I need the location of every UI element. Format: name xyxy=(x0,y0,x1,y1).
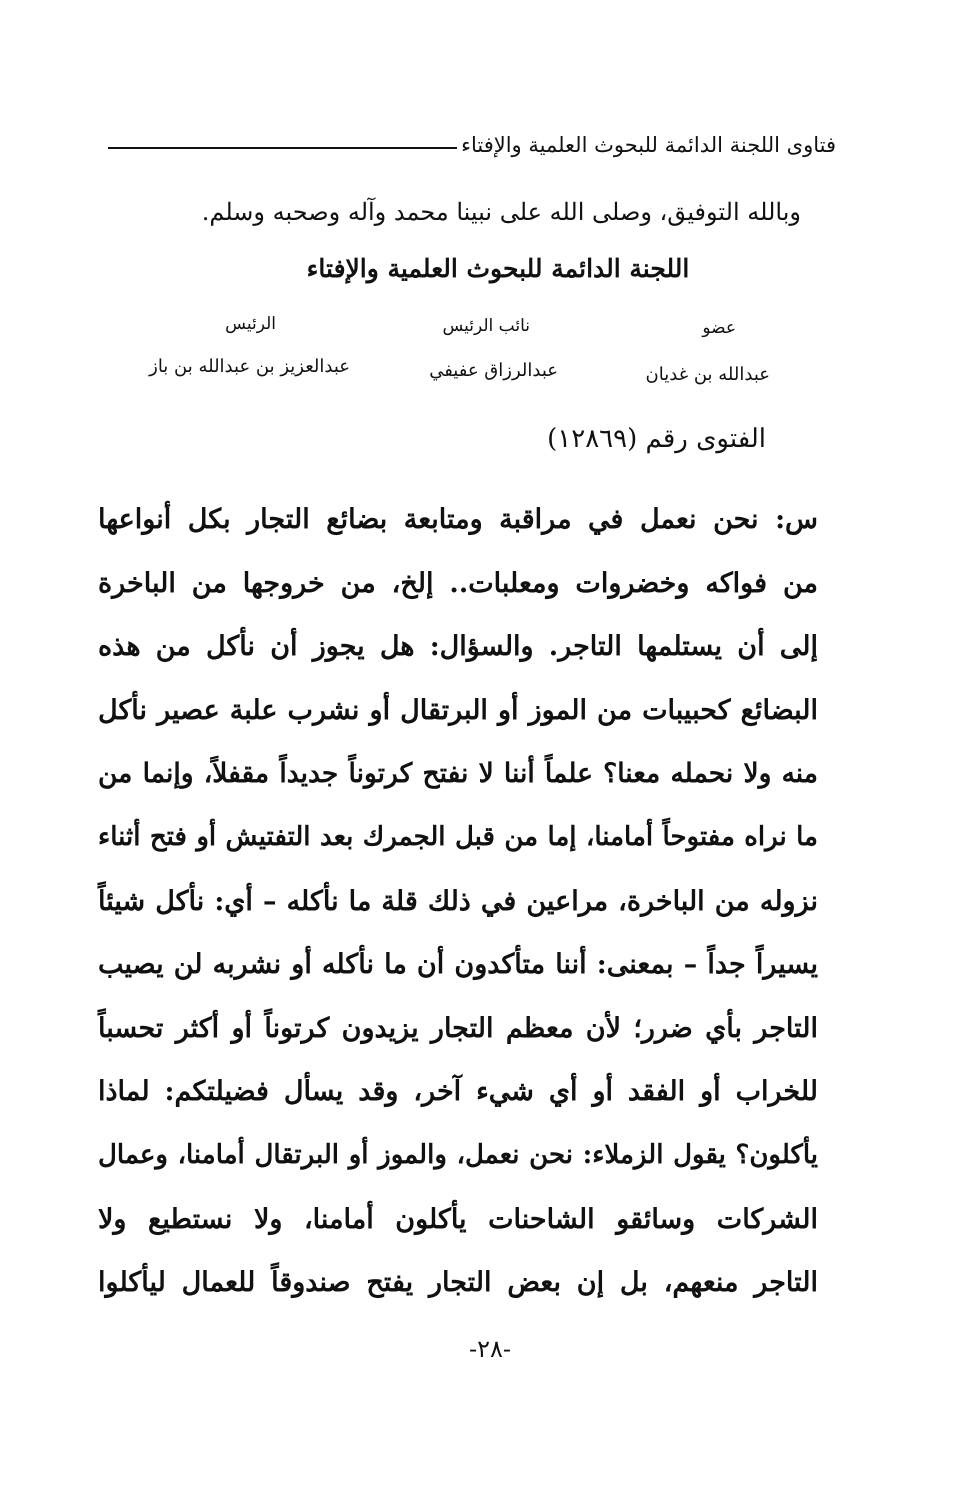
signatory-role-member: عضو xyxy=(702,318,736,338)
question-line: ما نراه مفتوحاً أمامنا، إما من قبل الجمرك بعد التفتيش أو فتح أثناء xyxy=(98,821,818,852)
question-line: التاجر منعهم، بل إن بعض التجار يفتح صندوقاً للعمال ليأكلوا xyxy=(98,1267,818,1299)
closing-formula: وبالله التوفيق، وصلى الله على نبينا محمد وآله وصحبه وسلم. xyxy=(201,198,801,226)
signatory-name-member: عبدالله بن غديان xyxy=(645,364,770,385)
header-rule xyxy=(108,147,457,149)
fatwa-number: الفتوى رقم (١٢٨٦٩) xyxy=(547,424,766,454)
signatory-role-vice-chairman: نائب الرئيس xyxy=(442,316,530,336)
question-line: س: نحن نعمل في مراقبة ومتابعة بضائع التجار بكل أنواعها xyxy=(98,504,818,535)
signatory-name-chairman: عبدالعزيز بن عبدالله بن باز xyxy=(149,356,350,377)
committee-name: اللجنة الدائمة للبحوث العلمية والإفتاء xyxy=(306,254,690,283)
running-header xyxy=(108,128,836,162)
running-header-title: فتاوى اللجنة الدائمة للبحوث العلمية والإفتاء xyxy=(461,133,836,157)
question-line: للخراب أو الفقد أو أي شيء آخر، وقد يسأل فضيلتكم: لماذا xyxy=(98,1076,818,1108)
question-line: منه ولا نحمله معنا؟ علماً أننا لا نفتح كرتوناً جديداً مقفلاً، وإنما من xyxy=(98,758,818,790)
question-line: نزوله من الباخرة، مراعين في ذلك قلة ما نأكله – أي: نأكل شيئاً xyxy=(98,885,818,917)
question-line: الشركات وسائقو الشاحنات يأكلون أمامنا، ولا نستطيع ولا xyxy=(98,1203,818,1235)
signatory-role-chairman: الرئيس xyxy=(225,314,276,334)
signatory-name-vice-chairman: عبدالرزاق عفيفي xyxy=(429,360,558,381)
question-line: يسيراً جداً – بمعنى: أننا متأكدون أن ما نأكله أو نشربه لن يصيب xyxy=(98,949,818,981)
question-line: من فواكه وخضروات ومعلبات.. إلخ، من خروجها من الباخرة xyxy=(98,567,818,599)
question-line: البضائع كحبيبات من الموز أو البرتقال أو نشرب علبة عصير نأكل xyxy=(98,694,818,726)
page-number: -٢٨- xyxy=(469,1335,511,1363)
question-line: إلى أن يستلمها التاجر. والسؤال: هل يجوز أن نأكل من هذه xyxy=(98,631,818,663)
question-text xyxy=(98,488,818,1315)
question-line: التاجر بأي ضرر؛ لأن معظم التجار يزيدون كرتوناً أو أكثر تحسباً xyxy=(98,1012,818,1044)
question-line: يأكلون؟ يقول الزملاء: نحن نعمل، والموز أو البرتقال أمامنا، وعمال xyxy=(98,1139,818,1170)
